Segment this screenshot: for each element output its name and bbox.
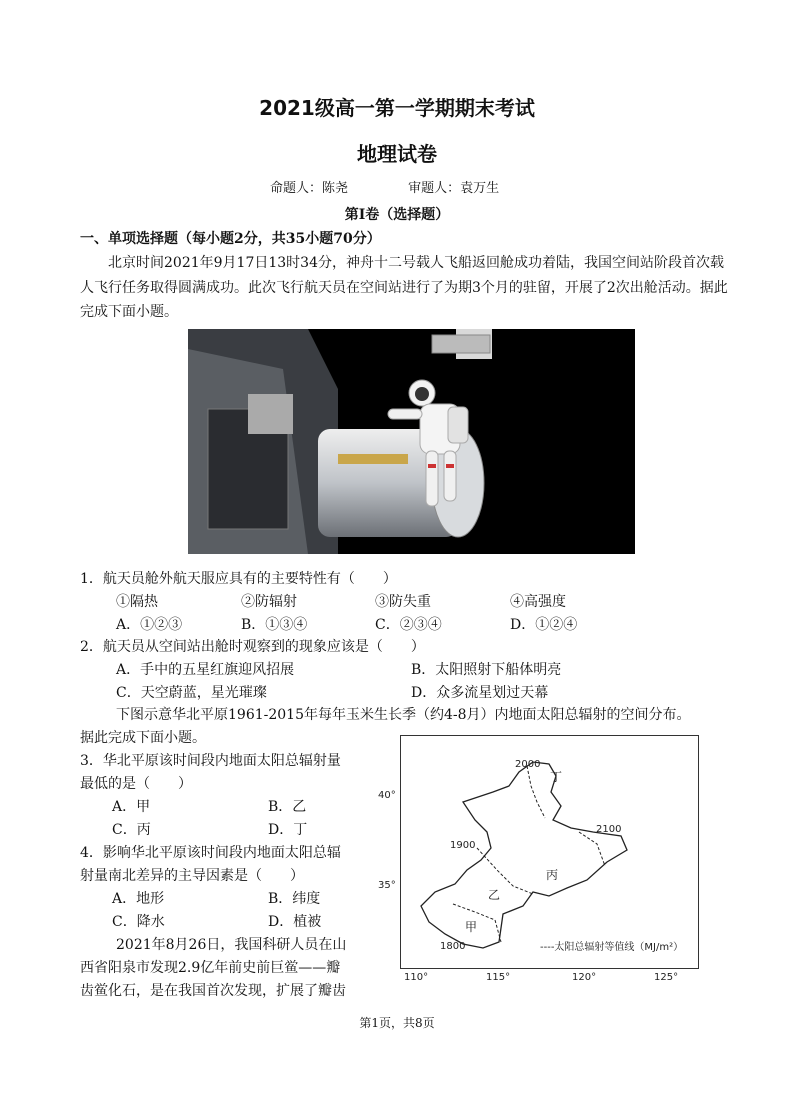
authors-line <box>270 177 555 196</box>
q1-item-1: ①隔热 <box>116 594 158 610</box>
question-4-stem-2: 射量南北差异的主导因素是（ ） <box>80 868 304 884</box>
q4-option-b[interactable]: B．纬度 <box>268 891 321 907</box>
region-yi: 乙 <box>488 888 501 902</box>
fossil-intro-line3: 齿鲎化石，是在我国首次发现，扩展了瓣齿 <box>80 983 346 999</box>
q1-option-d[interactable]: D．①②④ <box>510 617 578 633</box>
q1-option-c[interactable]: C．②③④ <box>375 617 442 633</box>
fossil-intro-line1: 2021年8月26日，我国科研人员在山 <box>116 937 347 953</box>
map-legend: ----太阳总辐射等值线（MJ/m²） <box>540 942 684 953</box>
q2-option-d[interactable]: D．众多流星划过天幕 <box>411 685 549 701</box>
q1-item-3: ③防失重 <box>375 594 431 610</box>
q1-option-a[interactable]: A．①②③ <box>116 617 183 633</box>
q2-option-a[interactable]: A．手中的五星红旗迎风招展 <box>116 662 295 678</box>
setter-name: 命题人：陈尧 <box>270 181 349 196</box>
q1-item-4: ④高强度 <box>510 594 566 610</box>
isoline-1900: 1900 <box>450 840 476 851</box>
question-3-stem-2: 最低的是（ ） <box>80 776 192 792</box>
question-3-stem-1: 3．华北平原该时间段内地面太阳总辐射量 <box>80 753 341 769</box>
q3-option-a[interactable]: A．甲 <box>112 799 151 815</box>
q3-option-d[interactable]: D．丁 <box>268 822 308 838</box>
fossil-intro-line2: 西省阳泉市发现2.9亿年前史前巨鲎——瓣 <box>80 960 341 976</box>
lon-label-120: 120° <box>572 972 597 983</box>
astronaut-photo <box>188 329 635 554</box>
q2-option-c[interactable]: C．天空蔚蓝，星光璀璨 <box>116 685 267 701</box>
map-intro-line1: 下图示意华北平原1961-2015年每年玉米生长季（约4-8月）内地面太阳总辐射的空间分布。 <box>116 707 691 723</box>
q1-item-2: ②防辐射 <box>241 594 297 610</box>
lat-label-35: 35° <box>378 880 396 891</box>
region-bing: 丙 <box>546 868 559 882</box>
q3-option-c[interactable]: C．丙 <box>112 822 151 838</box>
q3-option-b[interactable]: B．乙 <box>268 799 307 815</box>
q2-option-b[interactable]: B．太阳照射下船体明亮 <box>411 662 562 678</box>
q4-option-c[interactable]: C．降水 <box>112 914 165 930</box>
reviewer-name: 审题人：袁万生 <box>408 181 500 196</box>
q4-option-d[interactable]: D．植被 <box>268 914 322 930</box>
map-intro-line2: 据此完成下面小题。 <box>80 730 206 746</box>
page-footer: 第1页，共8页 <box>359 1016 435 1030</box>
question-1-stem: 1．航天员舱外航天服应具有的主要特性有（ ） <box>80 571 397 587</box>
lon-label-125: 125° <box>654 972 679 983</box>
isoline-2000: 2000 <box>515 759 541 770</box>
exam-subtitle: 地理试卷 <box>357 142 437 166</box>
isoline-1800: 1800 <box>440 941 466 952</box>
volume-heading: 第Ⅰ卷（选择题） <box>344 207 450 223</box>
q4-option-a[interactable]: A．地形 <box>112 891 165 907</box>
region-ding: 丁 <box>550 770 563 784</box>
isoline-2100: 2100 <box>596 824 622 835</box>
exam-title: 2021级高一第一学期期末考试 <box>259 96 535 120</box>
q1-option-b[interactable]: B．①③④ <box>241 617 308 633</box>
question-4-stem-1: 4．影响华北平原该时间段内地面太阳总辐 <box>80 845 341 861</box>
section-heading: 一、单项选择题（每小题2分，共35小题70分） <box>80 231 381 247</box>
intro-paragraph: 北京时间2021年9月17日13时34分，神舟十二号载人飞船返回舱成功着陆，我国空间站阶段首次载人飞行任务取得圆满成功。此次飞行航天员在空间站进行了为期3个月的驻留，开展了2次出舱活动。据此完成下面小题。 <box>80 255 728 320</box>
lat-label-40: 40° <box>378 790 396 801</box>
lon-label-110: 110° <box>404 972 429 983</box>
lon-label-115: 115° <box>486 972 511 983</box>
question-2-stem: 2．航天员从空间站出舱时观察到的现象应该是（ ） <box>80 639 425 655</box>
region-jia: 甲 <box>465 920 478 934</box>
